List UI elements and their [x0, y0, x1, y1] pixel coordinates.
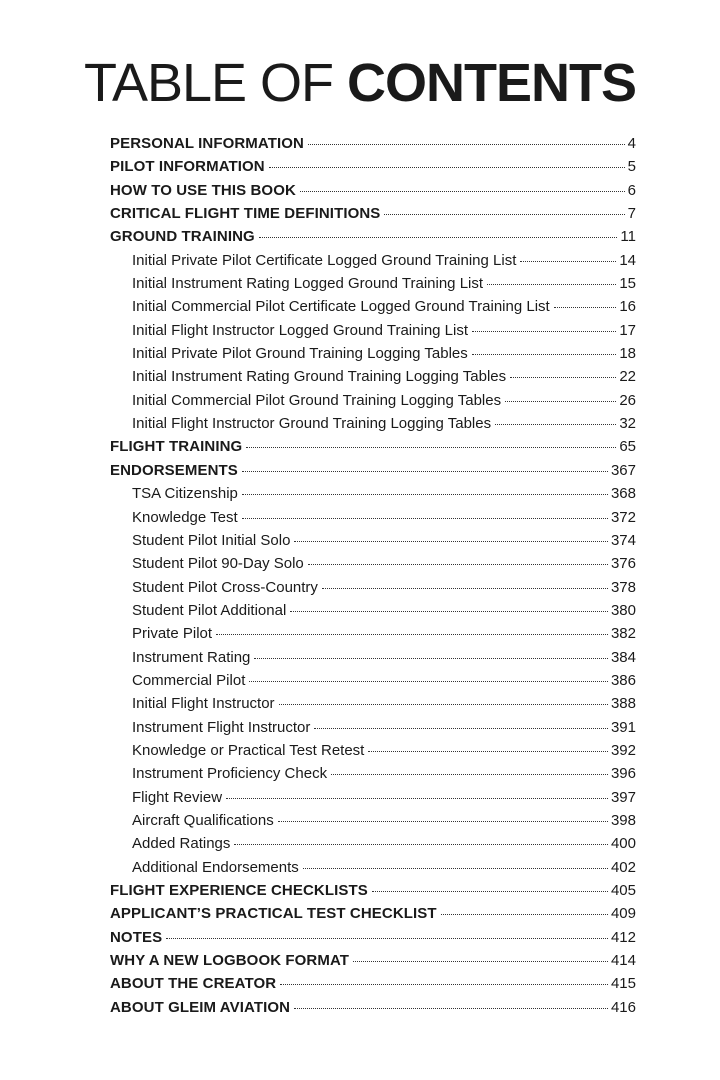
toc-entry-page-number: 65: [619, 438, 636, 456]
toc-entry-page-number: 7: [627, 205, 636, 223]
toc-entry-label: Initial Flight Instructor Logged Ground Training List: [132, 321, 469, 339]
toc-entry-label: Private Pilot: [132, 625, 213, 643]
toc-entry-label: ABOUT THE CREATOR: [110, 975, 277, 993]
dot-leader: [353, 961, 608, 962]
toc-subsection-entry[interactable]: [110, 389, 636, 412]
dot-leader: [520, 261, 616, 262]
page-title-bold: CONTENTS: [347, 53, 637, 113]
toc-subsection-entry[interactable]: [110, 762, 636, 785]
dot-leader: [303, 868, 608, 869]
toc-entry-label: Initial Flight Instructor: [132, 695, 275, 713]
dot-leader: [384, 214, 624, 215]
toc-entry-label: ENDORSEMENTS: [110, 461, 238, 479]
toc-section-entry[interactable]: [110, 926, 636, 949]
dot-leader: [495, 424, 616, 425]
toc-section-entry[interactable]: [110, 949, 636, 972]
dot-leader: [294, 1008, 608, 1009]
toc-subsection-entry[interactable]: [110, 249, 636, 272]
dot-leader: [242, 471, 608, 472]
toc-subsection-entry[interactable]: [110, 599, 636, 622]
dot-leader: [441, 914, 608, 915]
toc-entry-label: Instrument Proficiency Check: [132, 765, 328, 783]
dot-leader: [242, 494, 608, 495]
toc-entry-page-number: 372: [610, 508, 636, 526]
dot-leader: [216, 634, 608, 635]
toc-entry-page-number: 382: [610, 625, 636, 643]
toc-subsection-entry[interactable]: [110, 739, 636, 762]
toc-entry-label: Instrument Rating: [132, 648, 251, 666]
toc-entry-label: CRITICAL FLIGHT TIME DEFINITIONS: [110, 205, 381, 223]
toc-entry-page-number: 32: [619, 415, 636, 433]
toc-section-entry[interactable]: [110, 132, 636, 155]
toc-entry-label: PILOT INFORMATION: [110, 158, 265, 176]
toc-entry-label: Initial Private Pilot Certificate Logged Ground Training List: [132, 251, 517, 269]
toc-section-entry[interactable]: [110, 155, 636, 178]
dot-leader: [269, 167, 625, 168]
toc-section-entry[interactable]: [110, 996, 636, 1019]
dot-leader: [505, 401, 616, 402]
dot-leader: [259, 237, 618, 238]
toc-section-entry[interactable]: [110, 435, 636, 458]
toc-entry-page-number: 397: [610, 788, 636, 806]
toc-entry-page-number: 4: [627, 135, 636, 152]
dot-leader: [308, 144, 625, 145]
toc-subsection-entry[interactable]: [110, 365, 636, 388]
toc-entry-page-number: 26: [619, 391, 636, 409]
dot-leader: [166, 938, 608, 939]
toc-entry-label: GROUND TRAINING: [110, 228, 255, 246]
dot-leader: [510, 377, 616, 378]
toc-section-entry[interactable]: [110, 179, 636, 202]
toc-entry-label: Additional Endorsements: [132, 858, 299, 876]
toc-subsection-entry[interactable]: [110, 669, 636, 692]
toc-section-entry[interactable]: [110, 879, 636, 902]
toc-entry-label: Initial Private Pilot Ground Training Logging Tables: [132, 345, 468, 363]
toc-subsection-entry[interactable]: [110, 576, 636, 599]
toc-entry-page-number: 391: [610, 718, 636, 736]
toc-entry-page-number: 378: [610, 578, 636, 596]
dot-leader: [372, 891, 608, 892]
toc-subsection-entry[interactable]: [110, 809, 636, 832]
toc-subsection-entry[interactable]: [110, 506, 636, 529]
toc-entry-page-number: 380: [610, 601, 636, 619]
toc-section-entry[interactable]: [110, 902, 636, 925]
toc-entry-label: Initial Commercial Pilot Ground Training Logging Tables: [132, 391, 502, 409]
dot-leader: [308, 564, 608, 565]
toc-subsection-entry[interactable]: [110, 342, 636, 365]
toc-entry-page-number: 16: [619, 298, 636, 316]
dot-leader: [331, 774, 608, 775]
toc-entry-page-number: 376: [610, 555, 636, 573]
toc-entry-page-number: 367: [610, 461, 636, 479]
dot-leader: [249, 681, 608, 682]
toc-entry-label: WHY A NEW LOGBOOK FORMAT: [110, 952, 350, 970]
toc-entry-label: APPLICANT’S PRACTICAL TEST CHECKLIST: [110, 905, 437, 923]
toc-entry-page-number: 416: [610, 998, 636, 1016]
dot-leader: [279, 704, 608, 705]
dot-leader: [487, 284, 616, 285]
toc-entry-label: FLIGHT TRAINING: [110, 438, 243, 456]
toc-entry-page-number: 396: [610, 765, 636, 783]
toc-entry-page-number: 374: [610, 531, 636, 549]
toc-entry-page-number: 14: [619, 251, 636, 269]
toc-entry-page-number: 392: [610, 741, 636, 759]
dot-leader: [294, 541, 608, 542]
toc-entry-label: Initial Commercial Pilot Certificate Logged Ground Training List: [132, 298, 550, 316]
dot-leader: [300, 191, 625, 192]
dot-leader: [246, 447, 616, 448]
toc-entry-label: Flight Review: [132, 788, 223, 806]
toc-entry-label: Student Pilot Initial Solo: [132, 531, 291, 549]
toc-subsection-entry[interactable]: [110, 319, 636, 342]
toc-section-entry[interactable]: [110, 202, 636, 225]
dot-leader: [472, 331, 616, 332]
toc-entry-label: Knowledge or Practical Test Retest: [132, 741, 365, 759]
toc-list: [110, 132, 636, 1019]
toc-entry-label: HOW TO USE THIS BOOK: [110, 181, 296, 199]
dot-leader: [322, 588, 608, 589]
toc-entry-label: ABOUT GLEIM AVIATION: [110, 998, 291, 1016]
toc-entry-page-number: 11: [620, 228, 636, 246]
toc-entry-label: Commercial Pilot: [132, 671, 246, 689]
toc-entry-page-number: 398: [610, 811, 636, 829]
toc-subsection-entry[interactable]: [110, 482, 636, 505]
toc-entry-page-number: 415: [610, 975, 636, 993]
toc-entry-page-number: 405: [610, 882, 636, 899]
toc-entry-page-number: 402: [610, 858, 636, 876]
dot-leader: [368, 751, 608, 752]
toc-subsection-entry[interactable]: [110, 692, 636, 715]
toc-subsection-entry[interactable]: [110, 786, 636, 809]
dot-leader: [472, 354, 617, 355]
toc-entry-page-number: 409: [610, 905, 636, 923]
toc-subsection-entry[interactable]: [110, 622, 636, 645]
toc-entry-page-number: 22: [619, 368, 636, 386]
dot-leader: [234, 844, 608, 845]
toc-entry-label: Student Pilot Additional: [132, 601, 287, 619]
dot-leader: [278, 821, 608, 822]
toc-entry-page-number: 388: [610, 695, 636, 713]
dot-leader: [254, 658, 608, 659]
toc-entry-page-number: 414: [610, 952, 636, 970]
toc-entry-label: Student Pilot Cross-Country: [132, 578, 318, 596]
toc-entry-label: PERSONAL INFORMATION: [110, 135, 304, 152]
toc-entry-page-number: 6: [627, 181, 636, 199]
toc-entry-label: NOTES: [110, 928, 163, 946]
toc-entry-label: FLIGHT EXPERIENCE CHECKLISTS: [110, 882, 368, 899]
toc-entry-label: Aircraft Qualifications: [132, 811, 274, 829]
toc-subsection-entry[interactable]: [110, 272, 636, 295]
toc-section-entry[interactable]: [110, 225, 636, 248]
dot-leader: [242, 518, 608, 519]
toc-entry-page-number: 412: [610, 928, 636, 946]
toc-section-entry[interactable]: [110, 459, 636, 482]
toc-entry-page-number: 18: [619, 345, 636, 363]
toc-entry-page-number: 5: [627, 158, 636, 176]
toc-entry-label: Knowledge Test: [132, 508, 238, 526]
toc-entry-page-number: 15: [619, 275, 636, 293]
toc-entry-label: Student Pilot 90-Day Solo: [132, 555, 304, 573]
toc-entry-label: Initial Instrument Rating Ground Training Logging Tables: [132, 368, 507, 386]
dot-leader: [226, 798, 608, 799]
dot-leader: [554, 307, 617, 308]
page-title-light: TABLE OF: [83, 53, 348, 113]
dot-leader: [290, 611, 608, 612]
toc-entry-page-number: 384: [610, 648, 636, 666]
page-title: [0, 52, 720, 114]
toc-section-entry[interactable]: [110, 972, 636, 995]
toc-subsection-entry[interactable]: [110, 856, 636, 879]
toc-subsection-entry[interactable]: [110, 552, 636, 575]
toc-entry-label: Instrument Flight Instructor: [132, 718, 311, 736]
toc-entry-page-number: 386: [610, 671, 636, 689]
toc-entry-label: TSA Citizenship: [132, 485, 238, 503]
toc-subsection-entry[interactable]: [110, 529, 636, 552]
toc-subsection-entry[interactable]: [110, 716, 636, 739]
toc-subsection-entry[interactable]: [110, 295, 636, 318]
toc-entry-label: Initial Instrument Rating Logged Ground Training List: [132, 275, 484, 293]
toc-subsection-entry[interactable]: [110, 412, 636, 435]
toc-subsection-entry[interactable]: [110, 646, 636, 669]
toc-entry-page-number: 368: [610, 485, 636, 503]
dot-leader: [314, 728, 608, 729]
toc-entry-label: Added Ratings: [132, 835, 231, 853]
dot-leader: [280, 984, 608, 985]
toc-subsection-entry[interactable]: [110, 832, 636, 855]
toc-entry-label: Initial Flight Instructor Ground Training Logging Tables: [132, 415, 492, 433]
toc-entry-page-number: 17: [619, 321, 636, 339]
toc-entry-page-number: 400: [610, 835, 636, 853]
